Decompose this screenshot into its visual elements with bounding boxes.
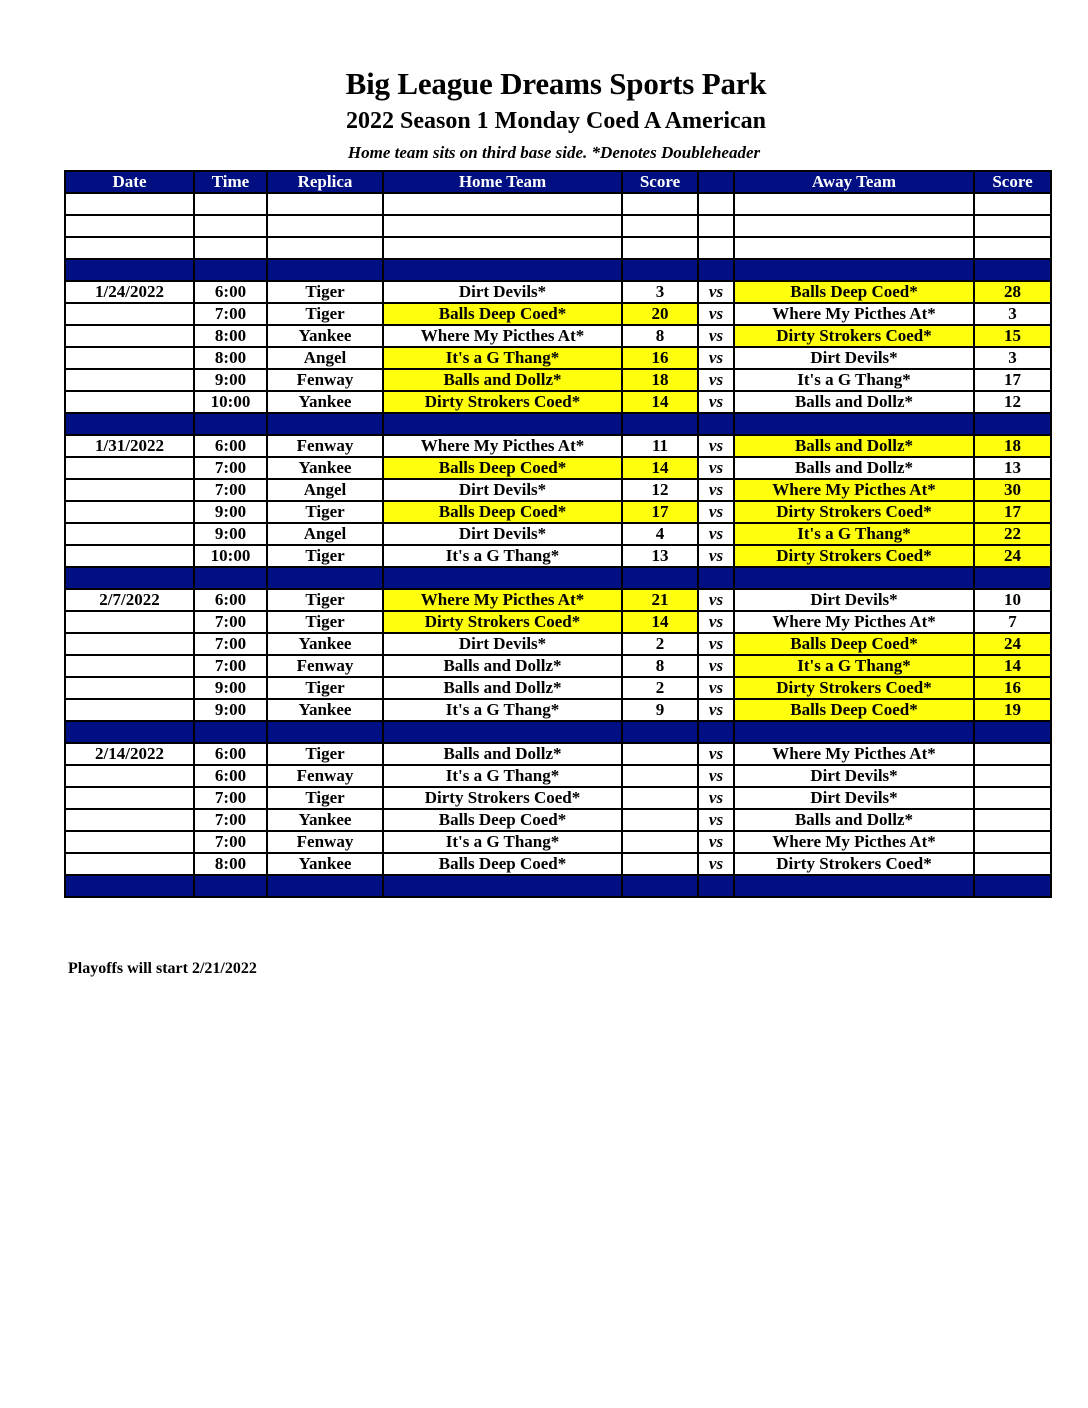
home-team-cell: Dirt Devils* [383, 523, 622, 545]
blank-row [65, 193, 1051, 215]
away-team-cell: Dirt Devils* [734, 347, 974, 369]
field-cell: Yankee [267, 391, 383, 413]
home-score-cell: 14 [622, 391, 698, 413]
field-cell: Yankee [267, 325, 383, 347]
away-score-cell: 28 [974, 281, 1051, 303]
time-cell: 6:00 [194, 281, 267, 303]
date-cell [65, 699, 194, 721]
away-score-cell: 30 [974, 479, 1051, 501]
away-score-cell [974, 853, 1051, 875]
away-team-cell: Where My Picthes At* [734, 611, 974, 633]
vs-cell: vs [698, 655, 734, 677]
page-subtitle: 2022 Season 1 Monday Coed A American [345, 108, 767, 134]
away-team-cell: It's a G Thang* [734, 655, 974, 677]
time-cell: 7:00 [194, 655, 267, 677]
home-score-cell: 3 [622, 281, 698, 303]
date-cell [65, 545, 194, 567]
home-team-cell: Dirt Devils* [383, 479, 622, 501]
col-header-home-score: Score [622, 171, 698, 193]
time-cell: 7:00 [194, 787, 267, 809]
col-header-replica: Replica [267, 171, 383, 193]
col-header-away-score: Score [974, 171, 1051, 193]
away-team-cell: Balls and Dollz* [734, 457, 974, 479]
field-cell: Tiger [267, 501, 383, 523]
field-cell: Fenway [267, 765, 383, 787]
time-cell: 8:00 [194, 325, 267, 347]
time-cell: 7:00 [194, 457, 267, 479]
away-team-cell: Dirty Strokers Coed* [734, 501, 974, 523]
home-score-cell: 14 [622, 457, 698, 479]
blank-row [65, 237, 1051, 259]
game-row [65, 303, 1051, 325]
date-cell: 1/31/2022 [65, 435, 194, 457]
home-score-cell: 12 [622, 479, 698, 501]
vs-cell: vs [698, 391, 734, 413]
vs-cell: vs [698, 523, 734, 545]
date-cell [65, 369, 194, 391]
vs-cell: vs [698, 853, 734, 875]
date-cell [65, 809, 194, 831]
field-cell: Tiger [267, 545, 383, 567]
away-score-cell [974, 809, 1051, 831]
header-row [65, 171, 1051, 193]
home-team-cell: Balls Deep Coed* [383, 501, 622, 523]
time-cell: 7:00 [194, 633, 267, 655]
date-cell [65, 655, 194, 677]
home-team-cell: Where My Picthes At* [383, 325, 622, 347]
time-cell: 7:00 [194, 479, 267, 501]
time-cell: 10:00 [194, 391, 267, 413]
col-header-date: Date [65, 171, 194, 193]
time-cell: 6:00 [194, 589, 267, 611]
field-cell: Yankee [267, 699, 383, 721]
field-cell: Fenway [267, 369, 383, 391]
date-cell [65, 501, 194, 523]
away-score-cell: 19 [974, 699, 1051, 721]
time-cell: 10:00 [194, 545, 267, 567]
away-score-cell [974, 765, 1051, 787]
away-team-cell: Where My Picthes At* [734, 831, 974, 853]
home-team-cell: Balls and Dollz* [383, 743, 622, 765]
vs-cell: vs [698, 347, 734, 369]
date-cell [65, 523, 194, 545]
date-cell [65, 479, 194, 501]
away-score-cell [974, 743, 1051, 765]
date-cell [65, 303, 194, 325]
away-score-cell: 7 [974, 611, 1051, 633]
away-team-cell: Dirty Strokers Coed* [734, 545, 974, 567]
field-cell: Angel [267, 523, 383, 545]
home-team-cell: Where My Picthes At* [383, 589, 622, 611]
vs-cell: vs [698, 831, 734, 853]
home-team-cell: Balls Deep Coed* [383, 303, 622, 325]
away-score-cell [974, 787, 1051, 809]
game-row [65, 633, 1051, 655]
vs-cell: vs [698, 457, 734, 479]
field-cell: Tiger [267, 743, 383, 765]
home-score-cell: 2 [622, 633, 698, 655]
field-cell: Fenway [267, 435, 383, 457]
time-cell: 9:00 [194, 523, 267, 545]
away-score-cell: 15 [974, 325, 1051, 347]
home-team-cell: Balls Deep Coed* [383, 853, 622, 875]
home-score-cell: 8 [622, 325, 698, 347]
date-cell [65, 391, 194, 413]
home-score-cell: 11 [622, 435, 698, 457]
away-team-cell: Dirty Strokers Coed* [734, 677, 974, 699]
home-score-cell: 20 [622, 303, 698, 325]
home-score-cell [622, 743, 698, 765]
away-team-cell: Balls Deep Coed* [734, 699, 974, 721]
home-team-cell: Balls Deep Coed* [383, 809, 622, 831]
game-row [65, 391, 1051, 413]
vs-cell: vs [698, 325, 734, 347]
home-score-cell [622, 853, 698, 875]
date-cell [65, 611, 194, 633]
time-cell: 7:00 [194, 611, 267, 633]
game-row [65, 677, 1051, 699]
date-cell: 2/7/2022 [65, 589, 194, 611]
home-team-cell: It's a G Thang* [383, 831, 622, 853]
date-cell [65, 831, 194, 853]
away-score-cell: 18 [974, 435, 1051, 457]
field-cell: Tiger [267, 787, 383, 809]
home-team-cell: Where My Picthes At* [383, 435, 622, 457]
separator-row [65, 259, 1051, 281]
vs-cell: vs [698, 435, 734, 457]
game-row [65, 831, 1051, 853]
field-cell: Angel [267, 479, 383, 501]
home-team-cell: Dirty Strokers Coed* [383, 391, 622, 413]
vs-cell: vs [698, 809, 734, 831]
away-team-cell: Where My Picthes At* [734, 743, 974, 765]
home-score-cell [622, 809, 698, 831]
home-score-cell: 4 [622, 523, 698, 545]
date-cell [65, 765, 194, 787]
away-score-cell: 13 [974, 457, 1051, 479]
time-cell: 7:00 [194, 831, 267, 853]
game-row [65, 281, 1051, 303]
game-row [65, 457, 1051, 479]
time-cell: 8:00 [194, 853, 267, 875]
game-row [65, 655, 1051, 677]
home-team-cell: Dirty Strokers Coed* [383, 611, 622, 633]
date-cell [65, 853, 194, 875]
home-team-cell: Dirt Devils* [383, 281, 622, 303]
away-team-cell: Balls Deep Coed* [734, 633, 974, 655]
vs-cell: vs [698, 743, 734, 765]
schedule-body [65, 193, 1051, 897]
away-score-cell: 3 [974, 347, 1051, 369]
home-team-cell: Balls and Dollz* [383, 369, 622, 391]
away-score-cell: 24 [974, 633, 1051, 655]
time-cell: 6:00 [194, 743, 267, 765]
separator-row [65, 413, 1051, 435]
home-team-cell: Balls and Dollz* [383, 677, 622, 699]
field-cell: Yankee [267, 809, 383, 831]
col-header-away-team: Away Team [734, 171, 974, 193]
away-score-cell: 3 [974, 303, 1051, 325]
field-cell: Tiger [267, 589, 383, 611]
home-score-cell: 8 [622, 655, 698, 677]
game-row [65, 545, 1051, 567]
date-cell [65, 347, 194, 369]
date-cell: 1/24/2022 [65, 281, 194, 303]
home-score-cell: 13 [622, 545, 698, 567]
field-cell: Fenway [267, 831, 383, 853]
home-score-cell: 9 [622, 699, 698, 721]
date-cell [65, 457, 194, 479]
field-cell: Yankee [267, 633, 383, 655]
home-team-cell: It's a G Thang* [383, 699, 622, 721]
home-score-cell: 14 [622, 611, 698, 633]
game-row [65, 369, 1051, 391]
time-cell: 8:00 [194, 347, 267, 369]
game-row [65, 589, 1051, 611]
game-row [65, 325, 1051, 347]
game-row [65, 743, 1051, 765]
away-team-cell: Balls and Dollz* [734, 809, 974, 831]
date-cell [65, 325, 194, 347]
game-row [65, 435, 1051, 457]
vs-cell: vs [698, 633, 734, 655]
away-team-cell: Where My Picthes At* [734, 303, 974, 325]
away-score-cell: 12 [974, 391, 1051, 413]
home-team-cell: Balls and Dollz* [383, 655, 622, 677]
game-row [65, 501, 1051, 523]
away-team-cell: It's a G Thang* [734, 523, 974, 545]
vs-cell: vs [698, 281, 734, 303]
separator-row [65, 875, 1051, 897]
away-score-cell: 14 [974, 655, 1051, 677]
time-cell: 9:00 [194, 677, 267, 699]
home-score-cell: 17 [622, 501, 698, 523]
separator-row [65, 721, 1051, 743]
home-team-cell: It's a G Thang* [383, 347, 622, 369]
away-score-cell: 22 [974, 523, 1051, 545]
away-team-cell: Dirt Devils* [734, 787, 974, 809]
game-row [65, 765, 1051, 787]
field-cell: Yankee [267, 853, 383, 875]
vs-cell: vs [698, 611, 734, 633]
vs-cell: vs [698, 589, 734, 611]
field-cell: Tiger [267, 611, 383, 633]
away-score-cell: 16 [974, 677, 1051, 699]
away-score-cell: 17 [974, 369, 1051, 391]
home-score-cell [622, 787, 698, 809]
vs-cell: vs [698, 787, 734, 809]
separator-row [65, 567, 1051, 589]
away-team-cell: Dirty Strokers Coed* [734, 853, 974, 875]
field-cell: Fenway [267, 655, 383, 677]
home-team-cell: It's a G Thang* [383, 545, 622, 567]
field-cell: Tiger [267, 677, 383, 699]
home-score-cell: 16 [622, 347, 698, 369]
col-header-time: Time [194, 171, 267, 193]
away-score-cell: 10 [974, 589, 1051, 611]
home-team-cell: Balls Deep Coed* [383, 457, 622, 479]
date-cell [65, 787, 194, 809]
vs-cell: vs [698, 369, 734, 391]
vs-cell: vs [698, 501, 734, 523]
game-row [65, 479, 1051, 501]
vs-cell: vs [698, 699, 734, 721]
game-row [65, 523, 1051, 545]
field-cell: Tiger [267, 281, 383, 303]
col-header-vs [698, 171, 734, 193]
game-row [65, 699, 1051, 721]
date-cell: 2/14/2022 [65, 743, 194, 765]
away-score-cell [974, 831, 1051, 853]
footer-note: Playoffs will start 2/21/2022 [68, 960, 257, 977]
away-team-cell: Dirt Devils* [734, 765, 974, 787]
home-score-cell: 21 [622, 589, 698, 611]
home-score-cell [622, 765, 698, 787]
vs-cell: vs [698, 545, 734, 567]
time-cell: 9:00 [194, 699, 267, 721]
vs-cell: vs [698, 765, 734, 787]
game-row [65, 853, 1051, 875]
field-cell: Tiger [267, 303, 383, 325]
time-cell: 9:00 [194, 501, 267, 523]
away-team-cell: Where My Picthes At* [734, 479, 974, 501]
time-cell: 6:00 [194, 435, 267, 457]
home-score-cell [622, 831, 698, 853]
date-cell [65, 677, 194, 699]
page-title: Big League Dreams Sports Park [345, 66, 767, 101]
schedule-table [64, 170, 1052, 898]
away-score-cell: 17 [974, 501, 1051, 523]
field-cell: Angel [267, 347, 383, 369]
game-row [65, 787, 1051, 809]
home-score-cell: 2 [622, 677, 698, 699]
blank-row [65, 215, 1051, 237]
home-team-cell: Dirty Strokers Coed* [383, 787, 622, 809]
game-row [65, 611, 1051, 633]
away-score-cell: 24 [974, 545, 1051, 567]
away-team-cell: Dirty Strokers Coed* [734, 325, 974, 347]
away-team-cell: It's a G Thang* [734, 369, 974, 391]
col-header-home-team: Home Team [383, 171, 622, 193]
header-note: Home team sits on third base side. *Denotes Doubleheader [347, 143, 761, 162]
away-team-cell: Balls and Dollz* [734, 391, 974, 413]
date-cell [65, 633, 194, 655]
game-row [65, 347, 1051, 369]
time-cell: 9:00 [194, 369, 267, 391]
time-cell: 6:00 [194, 765, 267, 787]
home-team-cell: It's a G Thang* [383, 765, 622, 787]
away-team-cell: Dirt Devils* [734, 589, 974, 611]
home-score-cell: 18 [622, 369, 698, 391]
time-cell: 7:00 [194, 809, 267, 831]
field-cell: Yankee [267, 457, 383, 479]
vs-cell: vs [698, 677, 734, 699]
time-cell: 7:00 [194, 303, 267, 325]
home-team-cell: Dirt Devils* [383, 633, 622, 655]
vs-cell: vs [698, 479, 734, 501]
away-team-cell: Balls Deep Coed* [734, 281, 974, 303]
away-team-cell: Balls and Dollz* [734, 435, 974, 457]
game-row [65, 809, 1051, 831]
vs-cell: vs [698, 303, 734, 325]
